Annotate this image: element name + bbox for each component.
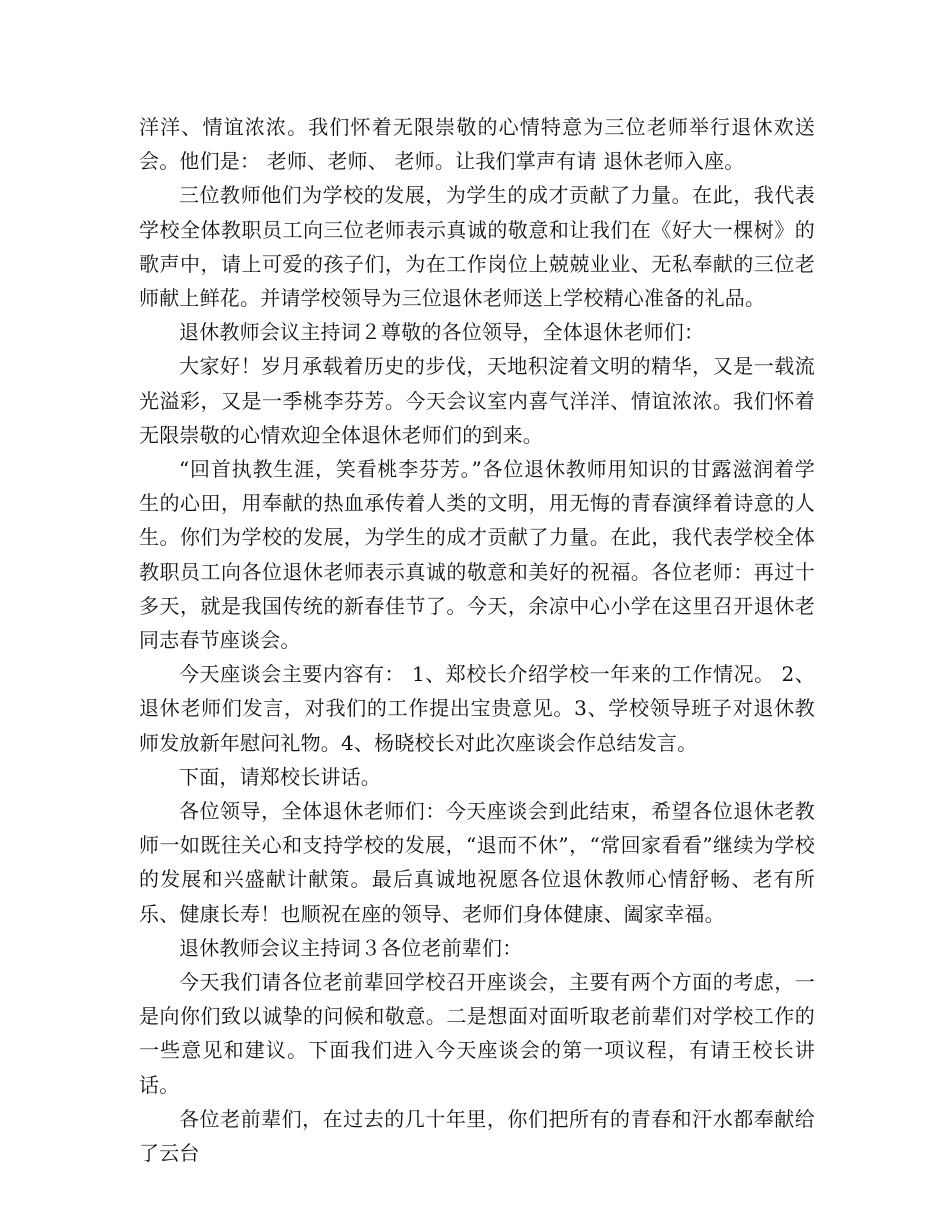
paragraph-9-heading: 退休教师会议主持词３各位老前辈们： xyxy=(179,935,523,960)
paragraph-5: “回首执教生涯，笑看桃李芬芳。”各位退休教师用知识的甘露滋润着学生的心田，用奉献的热血承传着人类的文明，用无悔的青春演绎着诗意的人生。你们为学校的发展，为学生的成才贡献了力量。在此，我代表学校全体教职员工向各位退休老师表示真诚的敬意和美好的祝福。各位老师：再过十多天，就是我国传统的新春佳节了。今天，余凉中心小学在这里召开退休老同志春节座谈会。 xyxy=(139,457,815,653)
paragraph-8: 各位领导，全体退休老师们：今天座谈会到此结束，希望各位退休老教师一如既往关心和支持学校的发展，“退而不休”，“常回家看看”继续为学校的发展和兴盛献计献策。最后真诚地祝愿各位退休教师心情舒畅、老有所乐、健康长寿！也顺祝在座的领导、老师们身体健康、阖家幸福。 xyxy=(139,799,815,926)
paragraph-1: 洋洋、情谊浓浓。我们怀着无限崇敬的心情特意为三位老师举行退休欢送会。他们是： 老师、老师、 老师。让我们掌声有请 退休老师入座。 xyxy=(139,115,815,174)
paragraph-4: 大家好！岁月承载着历史的步伐，天地积淀着文明的精华，又是一载流光溢彩，又是一季桃李芬芳。今天会议室内喜气洋洋、情谊浓浓。我们怀着无限崇敬的心情欢迎全体退休老师们的到来。 xyxy=(139,354,815,447)
paragraph-11: 各位老前辈们，在过去的几十年里，你们把所有的青春和汗水都奉献给了云台 xyxy=(139,1106,815,1166)
paragraph-3-heading: 退休教师会议主持词２尊敬的各位领导，全体退休老师们： xyxy=(179,320,705,345)
document-body xyxy=(139,110,815,1170)
paragraph-10: 今天我们请各位老前辈回学校召开座谈会，主要有两个方面的考虑，一是向你们致以诚挚的问候和敬意。二是想面对面听取老前辈们对学校工作的一些意见和建议。下面我们进入今天座谈会的第一项议程，有请王校长讲话。 xyxy=(139,970,815,1097)
paragraph-2: 三位教师他们为学校的发展，为学生的成才贡献了力量。在此，我代表学校全体教职员工向三位老师表示真诚的敬意和让我们在《好大一棵树》的歌声中，请上可爱的孩子们，为在工作岗位上兢兢业业、无私奉献的三位老师献上鲜花。并请学校领导为三位退休老师送上学校精心准备的礼品。 xyxy=(139,183,815,311)
paragraph-6: 今天座谈会主要内容有： 1、郑校长介绍学校一年来的工作情况。 2、退休老师们发言，对我们的工作提出宝贵意见。3、学校领导班子对退休教师发放新年慰问礼物。4、杨晓校长对此次座谈会作总结发言。 xyxy=(139,662,815,755)
paragraph-7: 下面，请郑校长讲话。 xyxy=(179,764,381,789)
